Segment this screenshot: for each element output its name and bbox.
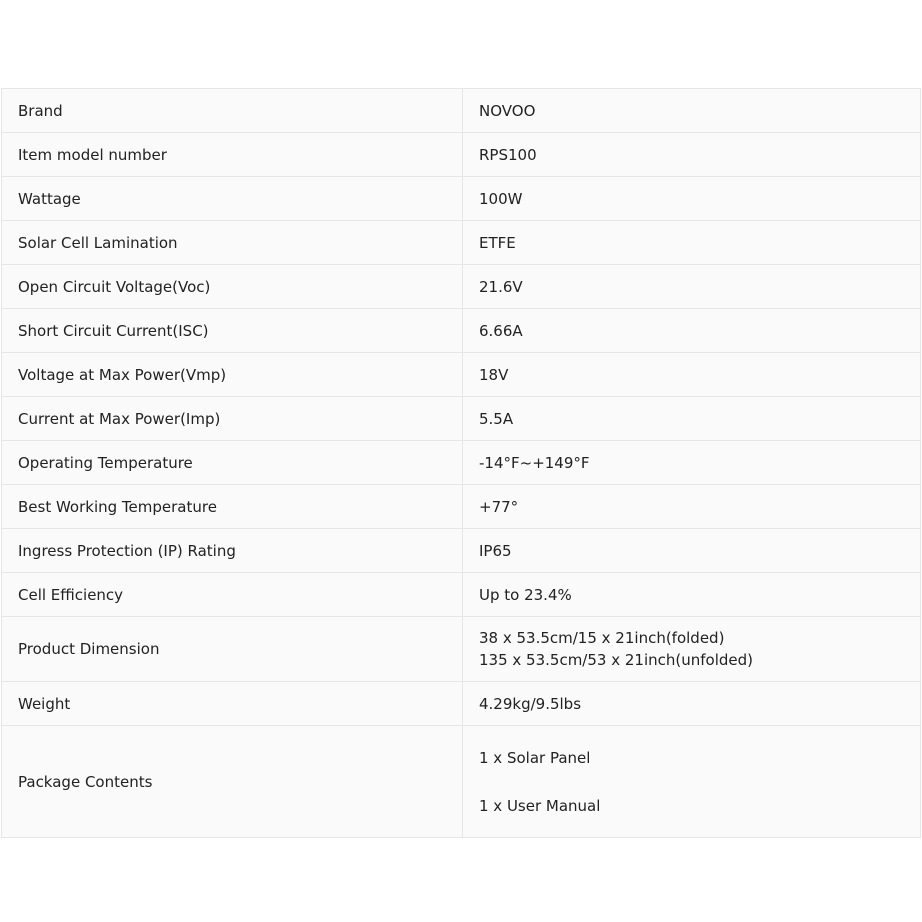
table-row [2,529,921,573]
dimension-folded: 38 x 53.5cm/15 x 21inch(folded) [479,629,725,647]
spec-value-model-number: RPS100 [463,133,921,177]
spec-label-package: Package Contents [2,726,463,838]
spec-label-vmp: Voltage at Max Power(Vmp) [2,353,463,397]
table-row [2,617,921,682]
dimension-unfolded: 135 x 53.5cm/53 x 21inch(unfolded) [479,651,753,669]
spec-label-operating-temp: Operating Temperature [2,441,463,485]
table-row [2,397,921,441]
spec-value-dimension [463,617,921,682]
table-row [2,682,921,726]
spec-label-dimension: Product Dimension [2,617,463,682]
spec-label-voc: Open Circuit Voltage(Voc) [2,265,463,309]
spec-label-imp: Current at Max Power(Imp) [2,397,463,441]
spec-value-vmp: 18V [463,353,921,397]
spec-value-lamination: ETFE [463,221,921,265]
spec-value-wattage: 100W [463,177,921,221]
spec-value-brand: NOVOO [463,89,921,133]
spec-value-package [463,726,921,838]
table-row [2,573,921,617]
package-spacer [479,769,904,795]
spec-value-weight: 4.29kg/9.5lbs [463,682,921,726]
spec-value-efficiency: Up to 23.4% [463,573,921,617]
table-row [2,133,921,177]
spec-value-ip-rating: IP65 [463,529,921,573]
table-row [2,265,921,309]
spec-table [1,88,921,838]
spec-label-efficiency: Cell Efficiency [2,573,463,617]
table-row [2,726,921,838]
spec-value-operating-temp: -14°F~+149°F [463,441,921,485]
spec-label-isc: Short Circuit Current(ISC) [2,309,463,353]
spec-label-ip-rating: Ingress Protection (IP) Rating [2,529,463,573]
spec-label-best-temp: Best Working Temperature [2,485,463,529]
table-row [2,353,921,397]
spec-label-brand: Brand [2,89,463,133]
spec-label-weight: Weight [2,682,463,726]
spec-value-imp: 5.5A [463,397,921,441]
spec-value-isc: 6.66A [463,309,921,353]
table-row [2,441,921,485]
package-item-manual: 1 x User Manual [479,796,601,815]
spec-value-voc: 21.6V [463,265,921,309]
spec-label-wattage: Wattage [2,177,463,221]
table-row [2,485,921,529]
table-row [2,177,921,221]
table-row [2,221,921,265]
spec-label-model-number: Item model number [2,133,463,177]
table-row [2,309,921,353]
spec-label-lamination: Solar Cell Lamination [2,221,463,265]
spec-value-best-temp: +77° [463,485,921,529]
table-row [2,89,921,133]
package-item-panel: 1 x Solar Panel [479,748,591,767]
